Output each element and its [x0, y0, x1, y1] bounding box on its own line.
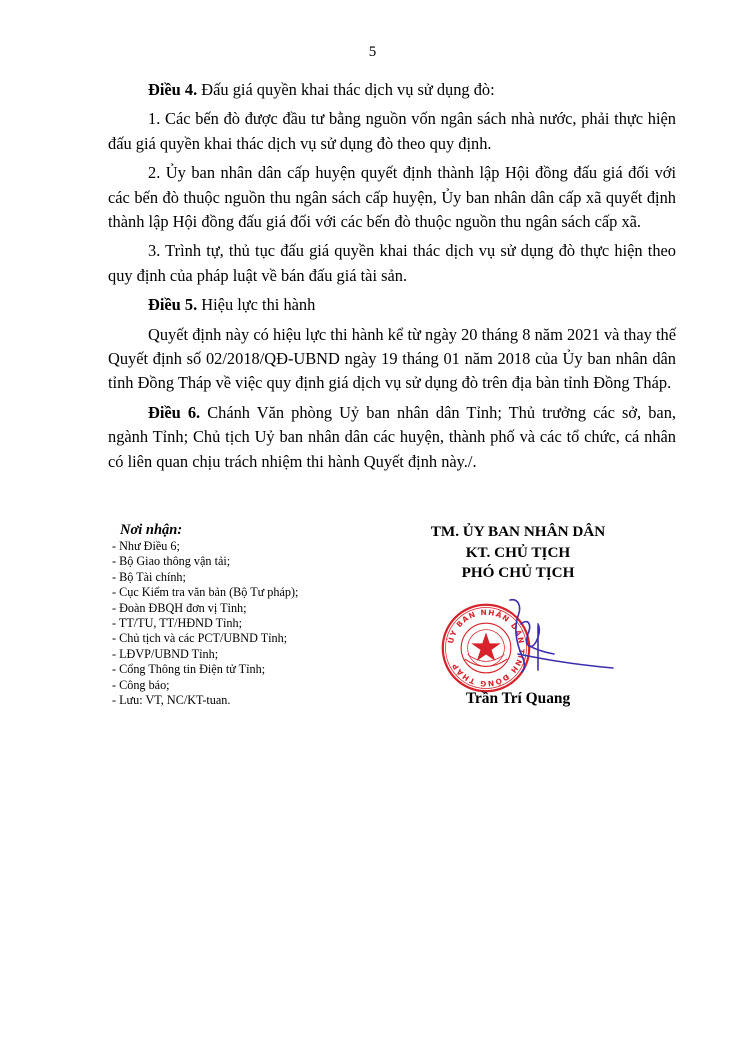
- signer-name: Trần Trí Quang: [465, 690, 571, 707]
- article-4-clause-1: 1. Các bến đò được đầu tư bằng nguồn vốn ngân sách nhà nước, phải thực hiện đấu giá quyền khai thác dịch vụ sử dụng đò theo quy định.: [108, 109, 676, 153]
- recipient-item: - Như Điều 6;: [112, 539, 180, 553]
- article-4-clause-2: 2. Ủy ban nhân dân cấp huyện quyết định thành lập Hội đồng đấu giá đối với các bến đò thuộc nguồn thu ngân sách cấp huyện, Ủy ban nhân dân cấp xã quyết định thành lập Hội đồng đấu giá đối với các bến đò thuộc nguồn thu ngân sách cấp xã.: [108, 163, 676, 232]
- recipients-title: Nơi nhận:: [120, 522, 183, 538]
- article-6-body: Điều 6. Chánh Văn phòng Uỷ ban nhân dân Tỉnh; Thủ trưởng các sở, ban, ngành Tỉnh; Chủ tịch Uỷ ban nhân dân các huyện, thành phố và các tổ chức, cá nhân có liên quan chịu trách nhiệm thi hành Quyết định này./.: [108, 402, 676, 471]
- document-body: [108, 78, 676, 479]
- signer-authority: KT. CHỦ TỊCH: [465, 543, 571, 561]
- recipient-item: - LĐVP/UBND Tỉnh;: [112, 646, 219, 661]
- signer-title: PHÓ CHỦ TỊCH: [461, 564, 575, 581]
- article-5-body: Quyết định này có hiệu lực thi hành kể từ ngày 20 tháng 8 năm 2021 và thay thế Quyết định số 02/2018/QĐ-UBND ngày 19 tháng 01 năm 2018 của Ủy ban nhân dân tỉnh Đồng Tháp về việc quy định giá dịch vụ sử dụng đò trên địa bàn tỉnh Đồng Tháp.: [108, 324, 676, 393]
- recipient-item: - Đoàn ĐBQH đơn vị Tỉnh;: [112, 600, 247, 615]
- page-number: 5: [368, 44, 377, 60]
- recipient-item: - Cục Kiểm tra văn bản (Bộ Tư pháp);: [112, 585, 299, 600]
- article-5-heading: Điều 5. Hiệu lực thi hành: [148, 295, 316, 315]
- recipient-item: - Cổng Thông tin Điện tử Tỉnh;: [112, 662, 266, 677]
- signature-block: [398, 522, 638, 584]
- recipient-item: - Công báo;: [112, 677, 170, 692]
- seal-text: ỦY BAN NHÂN DÂN TỈNH ĐỒNG THÁP: [446, 607, 527, 689]
- recipient-item: - TT/TU, TT/HĐND Tỉnh;: [112, 616, 242, 631]
- signer-org: TM. ỦY BAN NHÂN DÂN: [430, 523, 606, 540]
- article-4-heading: Điều 4. Đấu giá quyền khai thác dịch vụ sử dụng đò:: [148, 80, 495, 99]
- handwritten-signature: [488, 598, 623, 678]
- recipients-list: [112, 522, 412, 708]
- recipient-item: - Lưu: VT, NC/KT-tuan.: [112, 693, 231, 708]
- recipient-item: - Bộ Giao thông vận tải;: [112, 554, 231, 569]
- recipient-item: - Bộ Tài chính;: [112, 569, 186, 584]
- recipient-item: - Chủ tịch và các PCT/UBND Tỉnh;: [112, 631, 288, 646]
- article-4-clause-3: 3. Trình tự, thủ tục đấu giá quyền khai thác dịch vụ sử dụng đò thực hiện theo quy định của pháp luật về bán đấu giá tài sản.: [108, 241, 676, 285]
